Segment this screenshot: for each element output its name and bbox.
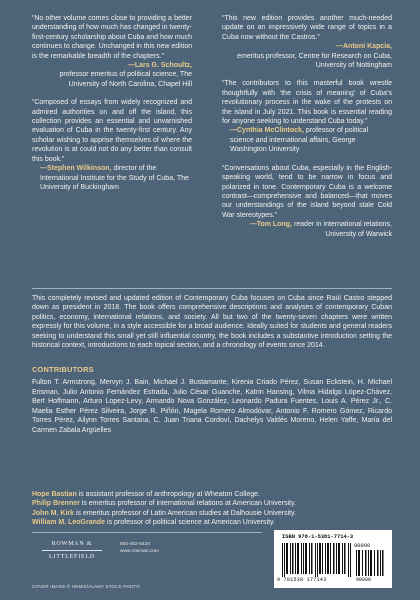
editor-bio-text: is emeritus professor of Latin American studies at Dalhousie University.: [74, 509, 297, 517]
editor-name: Philip Brenner: [32, 500, 80, 508]
contributors-heading: CONTRIBUTORS: [32, 365, 94, 374]
quote-affiliation: director of the International Institute for the Study of Cuba, The University of Buckingham: [40, 165, 189, 191]
quote-text: “No other volume comes close to providing a better understanding of how much has changed in twenty-first-century scholarship about Cuba and how much continues to change. Unchanged in this new edition is the remarkable breadth of the chapters.”: [32, 15, 192, 60]
price-code: 90000: [354, 543, 371, 549]
editor-bio-text: is emeritus professor of international relations at American University.: [79, 500, 297, 508]
publisher-line1: ROWMAN &: [51, 541, 93, 547]
addon-barcode-bars: [356, 550, 384, 576]
quote-kapcia: [222, 14, 392, 70]
publisher-line2: LITTLEFIELD: [48, 553, 96, 560]
quote-author: —Antoni Kapcia,: [335, 43, 392, 51]
quote-author: —Cynthia McClintock,: [230, 127, 304, 135]
left-quotes-column: [32, 14, 192, 201]
cover-image-credit: COVER IMAGE © HEMIS/ALAMY STOCK PHOTO: [32, 584, 140, 589]
editor-name: William M. LeoGrande: [32, 519, 106, 527]
editor-bio-text: is assistant professor of anthropology at Wheaton College.: [76, 491, 261, 498]
editor-bio: [32, 518, 392, 527]
isbn-text: ISBN 978-1-5381-7714-3: [282, 534, 354, 540]
quote-affiliation: reader in international relations, University of Warwick: [293, 221, 392, 238]
publisher-phone: 800-462-6420: [120, 542, 150, 547]
publisher-logo: [32, 540, 112, 561]
editors-bios: [32, 490, 392, 528]
editor-bio: [32, 499, 392, 508]
editor-bio: [32, 490, 392, 499]
quote-author: —Stephen Wilkinson,: [40, 165, 112, 173]
divider: [32, 532, 262, 533]
addon-digits: 90000: [356, 577, 372, 583]
quote-affiliation: professor emeritus of political science, The University of North Carolina, Chapel Hill: [59, 71, 192, 88]
quote-schoultz: [32, 14, 192, 89]
publisher-website: www.rowman.com: [120, 549, 159, 554]
contributors-list: Fulton T. Armstrong, Mervyn J. Bain, Michael J. Bustamante, Kirenia Criado Pérez, Susan Eckstein, H. Michael Erisman, Julio Antonio Fernández Estrada, Julio César Guanche, Katrin Hansing, Vilma Hidalgo López-Chávez, Bert Hoffmann, Arturo Lopez-Levy, Armando Nova González, Leonardo Padura Fuentes, Louis A. Pérez Jr., C. Maelia Esther Pérez Silveira, Jorge R. Piñón, Magela Romero Almodóvar, Antonio F. Romero Gómez, Ricardo Torres Pérez, Ailynn Torres Santana, C. Juan Triana Cordoví, Dachelys Valdés Moreno, Helen Yaffe, María del Carmen Zabala Argüelles: [32, 379, 392, 434]
quote-text: “Composed of essays from widely recognized and admired authorities on and off the island, this collection provides an essential and unvarnished evaluation of Cuba in the twenty-first century. Any scholar wishing to apprise themselves of where the revolution is at could not do any better than consult this book.”: [32, 99, 192, 163]
quote-wilkinson: [32, 98, 192, 192]
ean-barcode-bars: [282, 543, 352, 577]
quote-affiliation: emeritus professor, Centre for Research on Cuba, University of Nottingham: [237, 52, 392, 70]
editor-bio: [32, 509, 392, 518]
quote-author: —Lars G. Schoultz,: [127, 62, 192, 70]
quote-mcclintock: [222, 79, 392, 154]
quote-author: —Tom Long,: [249, 221, 292, 229]
editor-bio-text: is professor of political science at American University.: [105, 519, 275, 527]
quote-long: [222, 164, 392, 239]
publisher-contact: [120, 541, 159, 555]
editor-name: Hope Bastian: [32, 491, 77, 498]
barcode-digits: 9 781538 177143: [277, 577, 327, 583]
barcode: [274, 530, 392, 588]
quote-text: “Conversations about Cuba, especially in the English-speaking world, tend to be narrow in focus and polarized in tone. Contemporary Cuba is a welcome contrast—comprehensive and balanced—that moves our understandings of the island beyond stale Cold War stereotypes.”: [222, 164, 392, 219]
right-quotes-column: [222, 14, 392, 248]
quote-text: “This new edition provides another much-needed update on an impressively wide range of topics in a Cuba now without the Castros.”: [222, 15, 392, 41]
editor-name: John M. Kirk: [32, 509, 75, 517]
quote-text: “The contributors to this masterful book wrestle thoughtfully with ‘the crisis of meaning’ of Cuba’s revolutionary process in the wake of the protests on the island in July 2021. This book is essential reading for anyone seeking to understand Cuba today.”: [222, 80, 392, 126]
book-description: This completely revised and updated edition of Contemporary Cuba focuses on Cuba since Raúl Castro stepped down as president in 2018. The book offers comprehensive descriptions and analyses of contemporary Cuban politics, economy, international relations, and society. All but two of the twenty-seven chapters were written expressly for this volume, in a style accessible for a broad audience. Ideally suited for students and general readers seeking to understand this small yet still influential country, the book includes a substantive introduction setting the historical context, introductions to each topical section, and a chronology of events since 2014.: [32, 295, 392, 350]
divider: [32, 288, 392, 289]
quote-affiliation: professor of political science and international affairs, George Washington University: [230, 127, 369, 154]
